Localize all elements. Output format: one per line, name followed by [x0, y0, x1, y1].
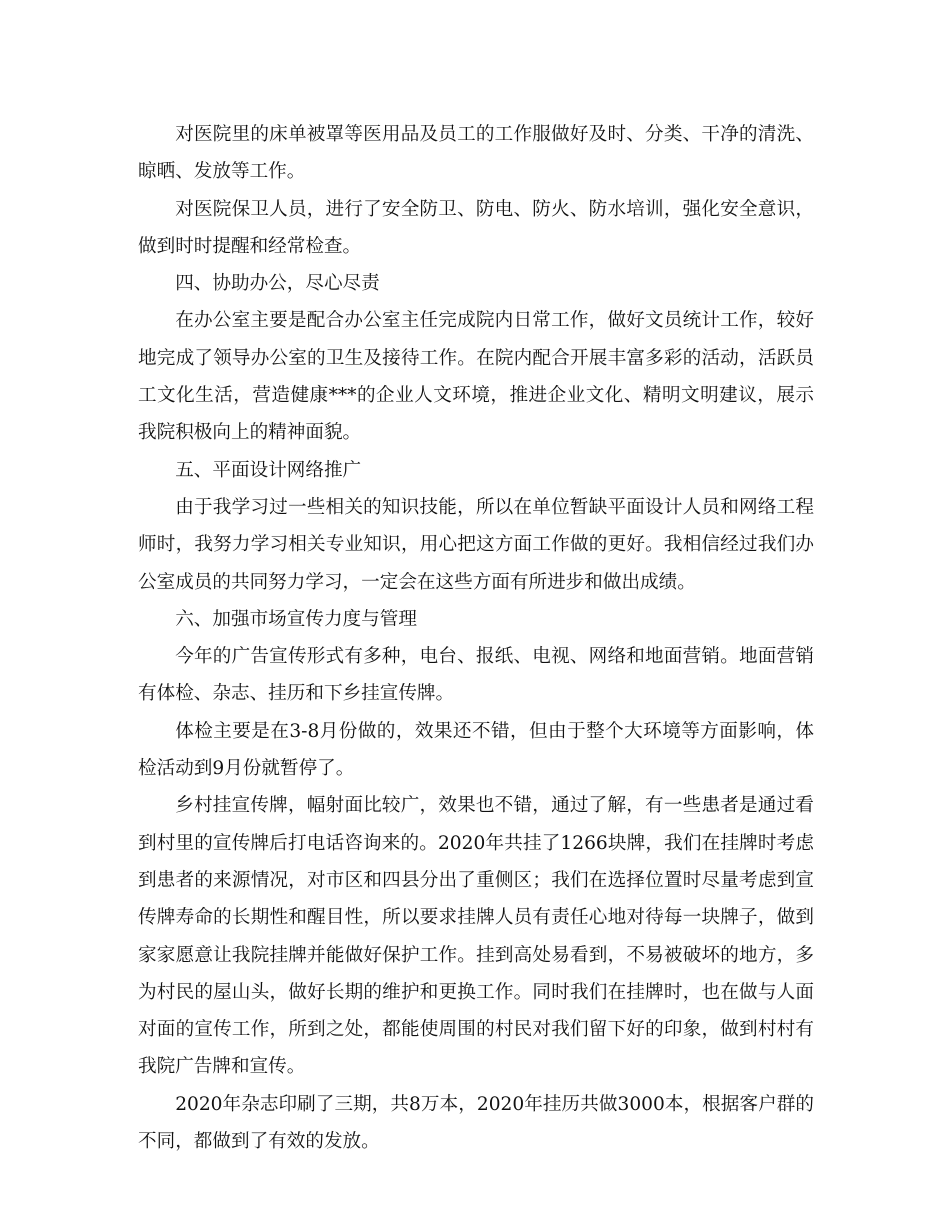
paragraph-magazines-calendars: 2020年杂志印刷了三期，共8万本，2020年挂历共做3000本，根据客户群的不同，都做到了有效的发放。 [138, 1093, 814, 1153]
document-page [138, 116, 814, 1160]
section-heading-marketing: 六、加强市场宣传力度与管理 [175, 608, 417, 630]
paragraph-village-signs: 乡村挂宣传牌，幅射面比较广，效果也不错，通过了解，有一些患者是通过看到村里的宣传牌后打电话咨询来的。2020年共挂了1266块牌，我们在挂牌时考虑到患者的来源情况，对市区和四县分出了重侧区；我们在选择位置时尽量考虑到宣传牌寿命的长期性和醒目性，所以要求挂牌人员有责任心地对待每一块牌子，做到家家愿意让我院挂牌并能做好保护工作。挂到高处易看到，不易被破坏的地方，多为村民的屋山头，做好长期的维护和更换工作。同时我们在挂牌时，也在做与人面对面的宣传工作，所到之处，都能使周围的村民对我们留下好的印象，做到村村有我院广告牌和宣传。 [138, 795, 814, 1078]
section-heading-graphic-design: 五、平面设计网络推广 [175, 459, 362, 481]
paragraph-health-checks: 体检主要是在3-8月份做的，效果还不错，但由于整个大环境等方面影响，体检活动到9月份就暂停了。 [138, 720, 814, 780]
paragraph-office-work: 在办公室主要是配合办公室主任完成院内日常工作，做好文员统计工作，较好地完成了领导办公室的卫生及接待工作。在院内配合开展丰富多彩的活动，活跃员工文化生活，营造健康***的企业人文环境，推进企业文化、精明文明建议，展示我院积极向上的精神面貌。 [138, 310, 814, 444]
paragraph-laundry: 对医院里的床单被罩等医用品及员工的工作服做好及时、分类、干净的清洗、晾晒、发放等工作。 [138, 124, 814, 183]
paragraph-design-learning: 由于我学习过一些相关的知识技能，所以在单位暂缺平面设计人员和网络工程师时，我努力学习相关专业知识，用心把这方面工作做的更好。我相信经过我们办公室成员的共同努力学习，一定会在这些方面有所进步和做出成绩。 [138, 496, 814, 593]
paragraph-ad-forms: 今年的广告宣传形式有多种，电台、报纸、电视、网络和地面营销。地面营销有体检、杂志、挂历和下乡挂宣传牌。 [138, 646, 814, 705]
paragraph-security-training: 对医院保卫人员，进行了安全防卫、防电、防火、防水培训，强化安全意识，做到时时提醒和经常检查。 [138, 198, 814, 257]
section-heading-office-assist: 四、协助办公，尽心尽责 [175, 273, 380, 295]
